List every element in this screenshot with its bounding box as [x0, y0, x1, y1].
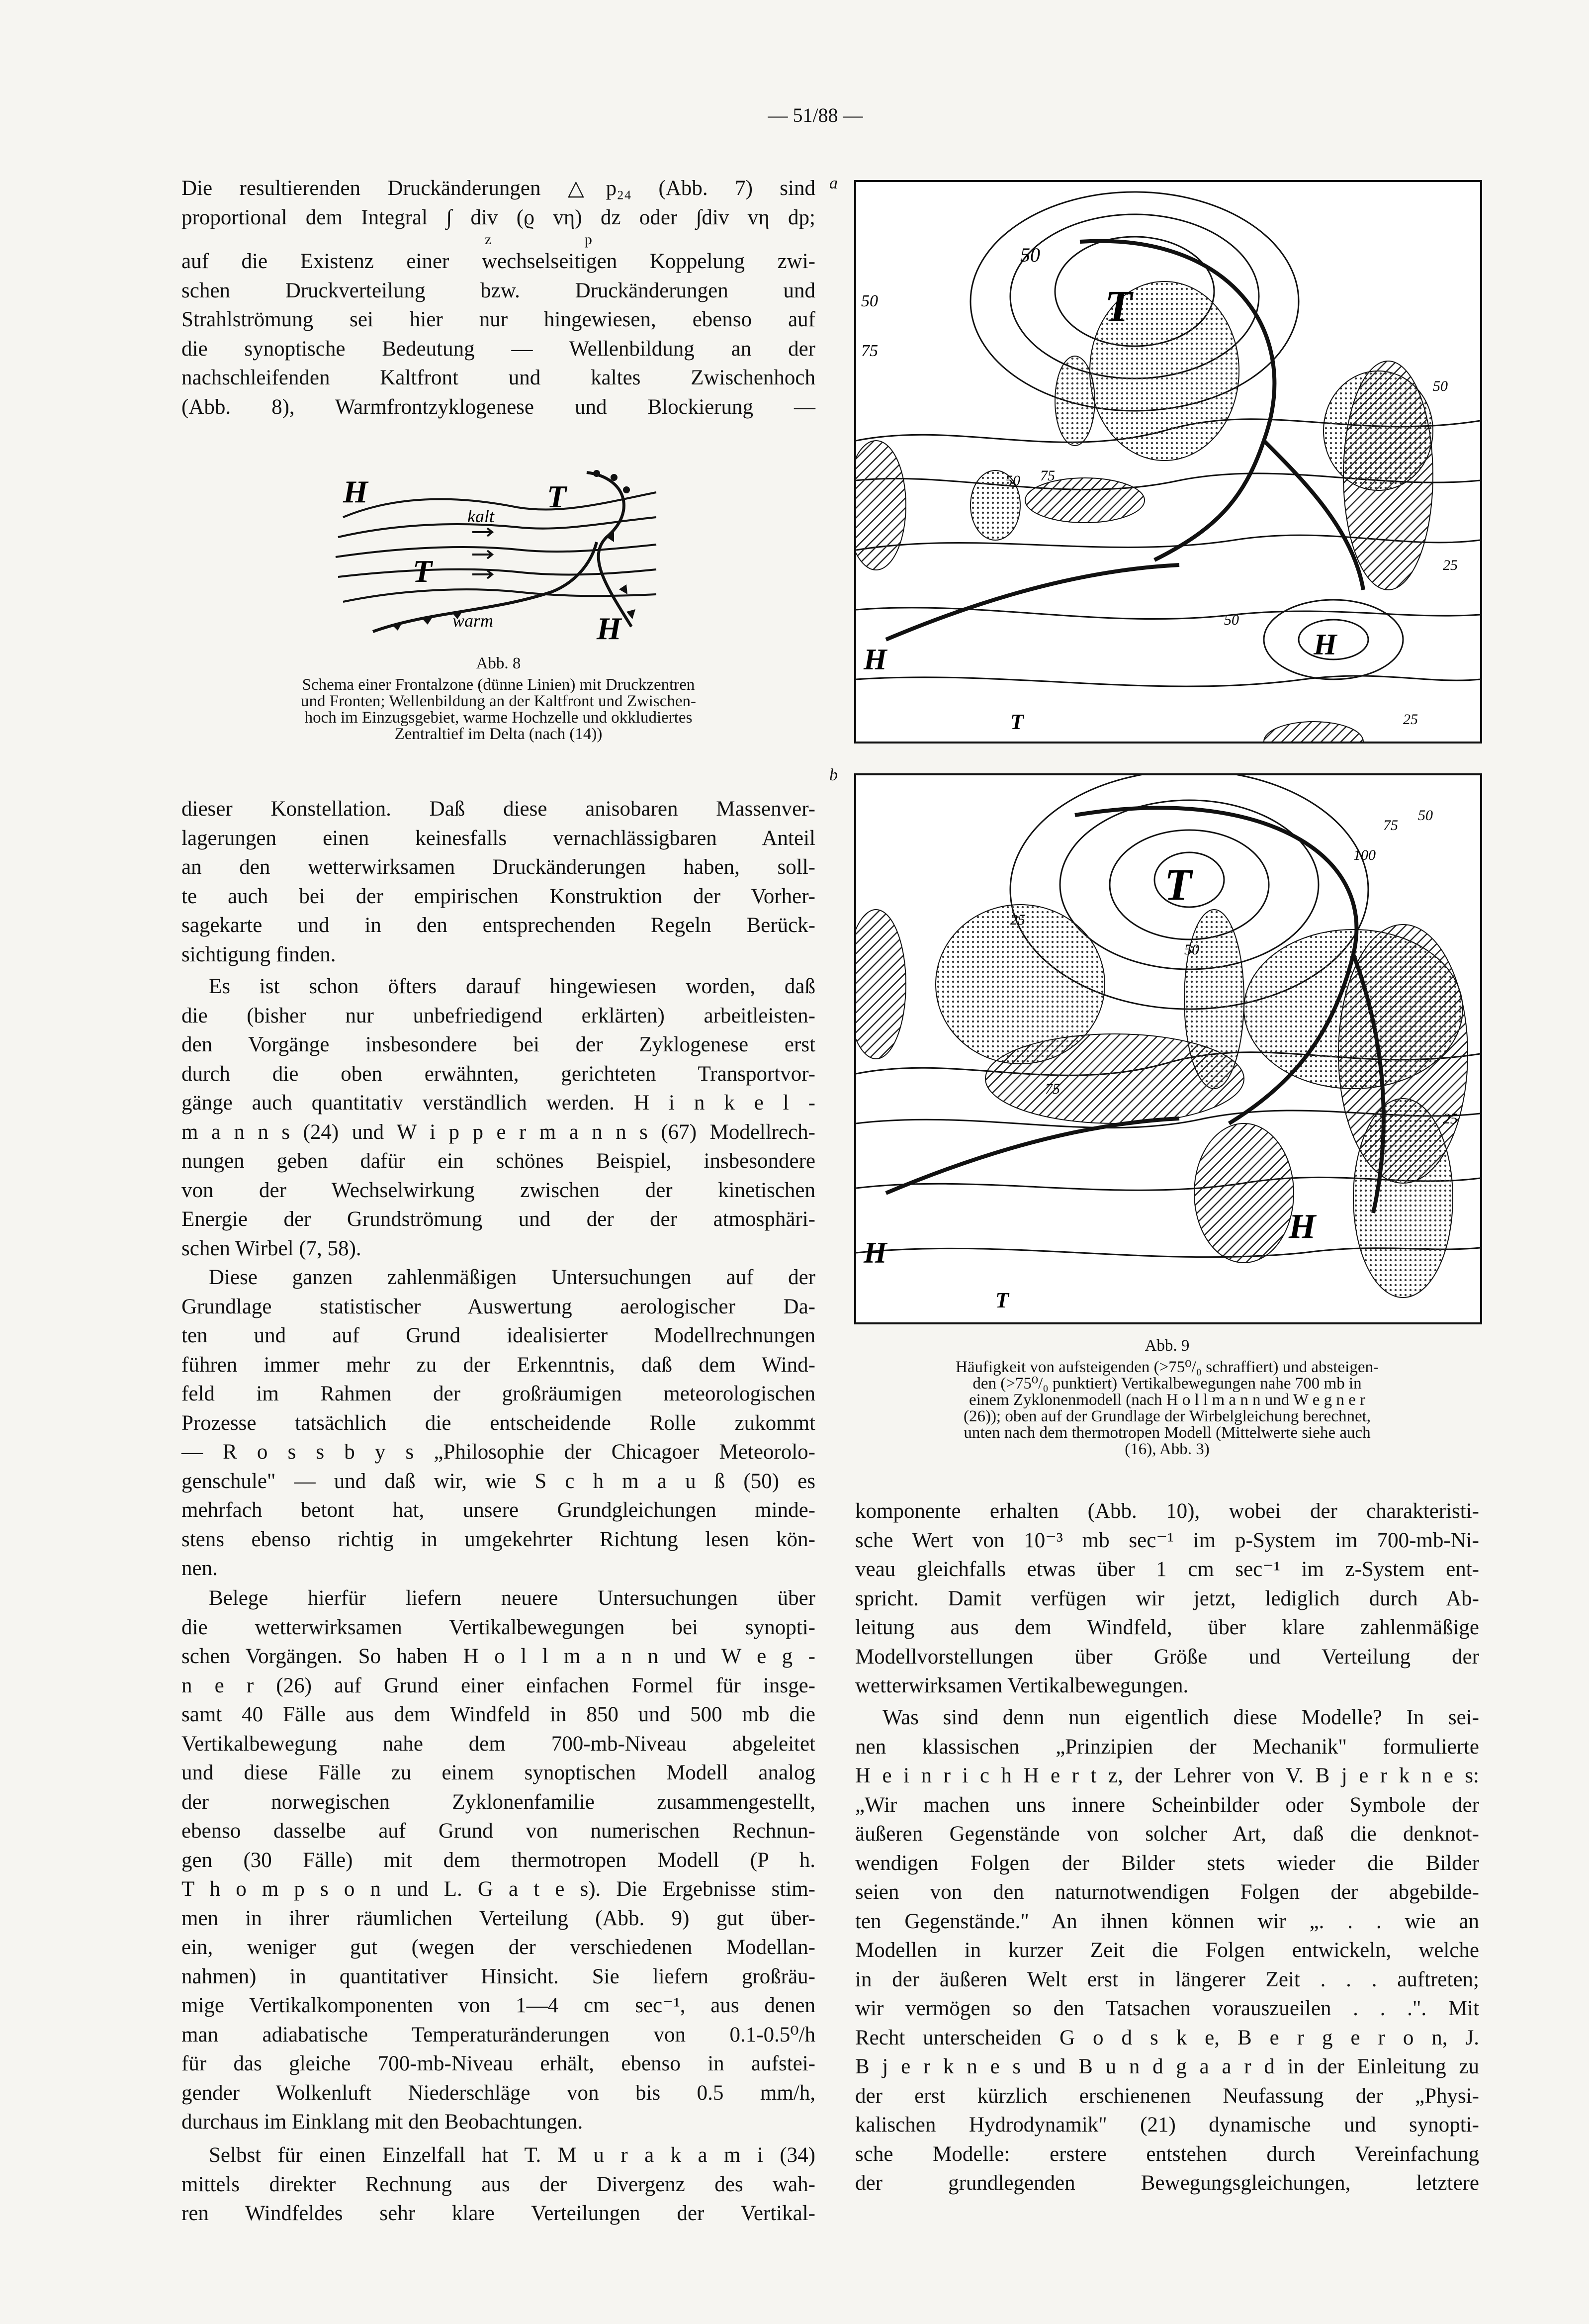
text-line: durchaus im Einklang mit den Beobachtungen. [181, 2110, 583, 2134]
text-line: nungen geben dafür ein schönes Beispiel, insbesondere [181, 1149, 815, 1173]
text-line: Selbst für einen Einzelfall hat T. M u r a k a m i (34) [209, 2143, 815, 2167]
map-b-svg [856, 775, 1480, 1322]
text-line: nahmen) in quantitativer Hinsicht. Sie liefern großräu- [181, 1964, 815, 1988]
isoline-label: 75 [1040, 467, 1055, 484]
text-line: m a n n s (24) und W i p p e r m a n n s (67) Modellrech- [181, 1120, 815, 1144]
page-number: — 51/88 — [768, 104, 863, 126]
text-line: die wetterwirksamen Vertikalbewegungen bei synopti- [181, 1615, 815, 1639]
text-line: komponente erhalten (Abb. 10), wobei der charakteristi- [855, 1499, 1479, 1523]
intro-paragraph [181, 174, 815, 422]
panel-label-b: b [829, 766, 838, 784]
text-line: Die resultierenden Druckänderungen △p₂₄ (Abb. 7) sind [181, 177, 815, 200]
caption-title: Abb. 9 [1145, 1337, 1190, 1355]
high-symbol: H [597, 611, 621, 646]
text-line: gender Wolkenluft Niederschläge von bis 0.5 mm/h, [181, 2081, 815, 2105]
high-symbol: H [1289, 1208, 1316, 1246]
paragraph [181, 972, 815, 1263]
high-symbol: H [864, 1236, 887, 1269]
text-line: Belege hierfür liefern neuere Untersuchungen über [209, 1586, 815, 1610]
text-line: sche Wert von 10⁻³ mb sec⁻¹ im p-System im 700-mb-Ni- [855, 1528, 1479, 1552]
low-symbol: T [413, 554, 433, 589]
text-line: für das gleiche 700-mb-Niveau erhält, ebenso in aufstei- [181, 2052, 815, 2075]
low-symbol: T [1164, 860, 1192, 910]
text-line: ten Gegenstände." An ihnen können wir „. . . wie an [855, 1909, 1479, 1933]
figure-8-frontal-zone-diagram [328, 463, 666, 647]
panel-label-a: a [829, 174, 838, 192]
caption-title: Abb. 8 [476, 654, 521, 672]
isoline-label: 50 [1184, 941, 1199, 958]
map-a-svg [856, 182, 1480, 742]
isoline-label: 50 [1224, 612, 1239, 628]
isoline-label: 75 [1383, 817, 1398, 834]
text-line: dieser Konstellation. Daß diese anisobaren Massenver- [181, 797, 815, 821]
low-symbol: T [1105, 282, 1132, 331]
text-line: sche Modelle: erstere entstehen durch Vereinfachung [855, 2142, 1479, 2166]
text-line: men in ihrer räumlichen Verteilung (Abb. 9) gut über- [181, 1906, 815, 1930]
text-line: spricht. Damit verfügen wir jetzt, lediglich durch Ab- [855, 1586, 1479, 1610]
text-line: in der äußeren Welt erst in längerer Zeit . . . auftreten; [855, 1967, 1479, 1991]
text-line: der grundlegenden Bewegungsgleichungen, letztere [855, 2171, 1479, 2195]
paragraph [181, 1263, 815, 1583]
low-symbol: T [547, 479, 567, 514]
high-symbol: H [1314, 628, 1337, 661]
text-line: der erst kürzlich erschienenen Neufassung der „Physi- [855, 2084, 1479, 2108]
isoline-label: 50 [861, 292, 878, 310]
text-line: die synoptische Bedeutung — Wellenbildung an der [181, 337, 815, 361]
isoline-label: 50 [1005, 472, 1020, 489]
text-line: veau gleichfalls etwas über 1 cm sec⁻¹ im z-System ent- [855, 1558, 1479, 1581]
text-line: führen immer mehr zu der Erkenntnis, daß dem Wind- [181, 1353, 815, 1377]
figure-8-caption [181, 655, 815, 743]
low-symbol: T [1010, 710, 1024, 734]
isoline-label: 75 [861, 342, 878, 360]
figure-9a-vertical-motion-map [854, 180, 1482, 744]
text-line: proportional dem Integral ∫ div (ϱ vη) dz oder ∫div vη dp; [181, 205, 815, 229]
text-line: (Abb. 8), Warmfrontzyklogenese und Blockierung — [181, 395, 815, 419]
text-line: mige Vertikalkomponenten von 1—4 cm sec⁻¹, aus denen [181, 1994, 815, 2017]
text-line: Strahlströmung sei hier nur hingewiesen, ebenso auf [181, 308, 815, 331]
text-line: schen Wirbel (7, 58). [181, 1236, 361, 1260]
kalt-label: kalt [467, 506, 494, 526]
isoline-label: 25 [1443, 557, 1458, 573]
text-line: feld im Rahmen der großräumigen meteorologischen [181, 1382, 815, 1405]
text-line: nachschleifenden Kaltfront und kaltes Zwischenhoch [181, 366, 815, 389]
text-line: H e i n r i c h H e r t z, der Lehrer von V. B j e r k n e s: [855, 1764, 1479, 1787]
text-line: Vertikalbewegung nahe dem 700-mb-Niveau abgeleitet [181, 1732, 815, 1756]
text-line: n e r (26) auf Grund einer einfachen Formel für insge- [181, 1673, 815, 1697]
text-line: durch die oben erwähnten, gerichteten Transportvor- [181, 1062, 815, 1086]
text-line: sagekarte und in den entsprechenden Regeln Berück- [181, 914, 815, 937]
text-line: Modellvorstellungen über Größe und Verteilung der [855, 1645, 1479, 1669]
isoline-label: 50 [1418, 807, 1433, 824]
text-line: Energie der Grundströmung und der der atmosphäri- [181, 1208, 815, 1231]
caption-line: Schema einer Frontalzone (dünne Linien) mit Druckzentren [302, 676, 695, 694]
isoline-label: 25 [1403, 711, 1418, 728]
isoline-label: 100 [1353, 847, 1376, 863]
high-symbol: H [864, 643, 887, 676]
text-line: an den wetterwirksamen Druckänderungen haben, soll- [181, 855, 815, 879]
isoline-label: 25 [1010, 912, 1025, 928]
text-line: lagerungen einen keinesfalls vernachlässigbaren Anteil [181, 826, 815, 850]
text-line: schen Druckverteilung bzw. Druckänderungen und [181, 279, 815, 302]
caption-line: Häufigkeit von aufsteigenden (>75⁰/₀ schraffiert) und absteigen- [956, 1358, 1379, 1376]
text-line: man adiabatische Temperaturänderungen von 0.1-0.5⁰/h [181, 2023, 815, 2046]
isoline-label: 75 [1045, 1081, 1060, 1097]
warm-label: warm [452, 611, 494, 631]
text-line: leitung aus dem Windfeld, über klare zahlenmäßige [855, 1616, 1479, 1639]
text-line: der norwegischen Zyklonenfamilie zusammengestellt, [181, 1790, 815, 1814]
text-line: stens ebenso richtig in umgekehrter Richtung lesen kön- [181, 1527, 815, 1551]
isoline-label: 50 [1020, 244, 1040, 266]
text-line: Prozesse tatsächlich die entscheidende Rolle zukommt [181, 1411, 815, 1435]
text-line: ten und auf Grund idealisierter Modellrechnungen [181, 1324, 815, 1347]
caption-line: und Fronten; Wellenbildung an der Kaltfront und Zwischen- [301, 692, 696, 710]
text-line: Modellen in kurzer Zeit die Folgen entwickeln, welche [855, 1939, 1479, 1962]
figure-9b-vertical-motion-map [854, 773, 1482, 1324]
paragraph [855, 1497, 1479, 1701]
text-line: Diese ganzen zahlenmäßigen Untersuchungen auf der [209, 1266, 815, 1289]
text-line: ein, weniger gut (wegen der verschiedenen Modellan- [181, 1936, 815, 1959]
caption-line: (26)); oben auf der Grundlage der Wirbelgleichung berechnet, [963, 1407, 1371, 1425]
caption-line: unten nach dem thermotropen Modell (Mittelwerte siehe auch [964, 1424, 1371, 1442]
caption-line: Zentraltief im Delta (nach (14)) [394, 725, 603, 743]
paragraph [181, 1584, 815, 2137]
text-line: auf die Existenz einer wechselseitigen Koppelung zwi- [181, 250, 815, 273]
caption-line: den (>75⁰/₀ punktiert) Vertikalbewegungen nahe 700 mb in [972, 1375, 1362, 1393]
figure-9-caption [855, 1338, 1479, 1458]
text-line: kalischen Hydrodynamik" (21) dynamische und synopti- [855, 2113, 1479, 2137]
text-line: nen. [181, 1557, 218, 1580]
caption-line: hoch im Einzugsgebiet, warme Hochzelle und okkludiertes [304, 709, 693, 727]
low-symbol: T [995, 1288, 1009, 1312]
text-line: Grundlage statistischer Auswertung aerologischer Da- [181, 1295, 815, 1318]
text-line: B j e r k n e s und B u n d g a a r d in der Einleitung zu [855, 2055, 1479, 2078]
text-line: Es ist schon öfters darauf hingewiesen worden, daß [209, 975, 815, 998]
paragraph [855, 1703, 1479, 2198]
isoline-label: 50 [1433, 378, 1448, 394]
text-line: genschule" — und daß wir, wie S c h m a u ß (50) es [181, 1469, 815, 1493]
text-line: — R o s s b y s „Philosophie der Chicagoer Meteorolo- [181, 1440, 815, 1464]
text-line: samt 40 Fälle aus dem Windfeld in 850 und 500 mb die [181, 1703, 815, 1726]
text-line: mehrfach betont hat, unsere Grundgleichungen minde- [181, 1498, 815, 1522]
paragraph [181, 795, 815, 969]
text-line: den Vorgänge insbesondere bei der Zyklogenese erst [181, 1033, 815, 1056]
text-line: Recht unterscheiden G o d s k e, B e r g e r o n, J. [855, 2026, 1479, 2049]
text-line: Was sind denn nun eigentlich diese Modelle? In sei- [883, 1706, 1479, 1729]
text-line: wendigen Folgen der Bilder stets wieder die Bilder [855, 1851, 1479, 1875]
text-line: ebenso dasselbe auf Grund von numerischen Rechnun- [181, 1819, 815, 1843]
text-line: ren Windfeldes sehr klare Verteilungen der Vertikal- [181, 2202, 815, 2225]
text-line: wir vermögen so den Tatsachen vorauszueilen . . .". Mit [855, 1997, 1479, 2020]
high-symbol: H [343, 474, 368, 509]
text-line: nen klassischen „Prinzipien der Mechanik" formulierte [855, 1735, 1479, 1759]
text-line: „Wir machen uns innere Scheinbilder oder Symbole der [855, 1793, 1479, 1817]
text-line: sichtigung finden. [181, 942, 336, 966]
text-line: äußeren Gegenstände von solcher Art, daß die denknot- [855, 1822, 1479, 1846]
text-line: von der Wechselwirkung zwischen der kinetischen [181, 1178, 815, 1202]
text-line: gänge auch quantitativ verständlich werden. H i n k e l - [181, 1091, 815, 1115]
text-line: gen (30 Fälle) mit dem thermotropen Modell (P h. [181, 1848, 815, 1872]
text-line: te auch bei der empirischen Konstruktion der Vorher- [181, 884, 815, 908]
isoline-label: 25 [1443, 1111, 1458, 1127]
text-line: mittels direkter Rechnung aus der Divergenz des wah- [181, 2172, 815, 2196]
text-line: die (bisher nur unbefriedigend erklärten) arbeitleisten- [181, 1004, 815, 1027]
text-line: T h o m p s o n und L. G a t e s). Die Ergebnisse stim- [181, 1877, 815, 1901]
text-line: schen Vorgängen. So haben H o l l m a n n und W e g - [181, 1645, 815, 1668]
integral-subscripts: z p [485, 231, 592, 248]
text-line: seien von den naturnotwendigen Folgen der abgebilde- [855, 1880, 1479, 1904]
caption-line: (16), Abb. 3) [1125, 1440, 1210, 1458]
text-line: wetterwirksamen Vertikalbewegungen. [855, 1674, 1189, 1697]
text-line: und diese Fälle zu einem synoptischen Modell analog [181, 1761, 815, 1784]
paragraph [181, 2141, 815, 2229]
frontal-zone-svg [328, 463, 666, 647]
caption-line: einem Zyklonenmodell (nach H o l l m a n n und W e g n e r [969, 1391, 1365, 1409]
